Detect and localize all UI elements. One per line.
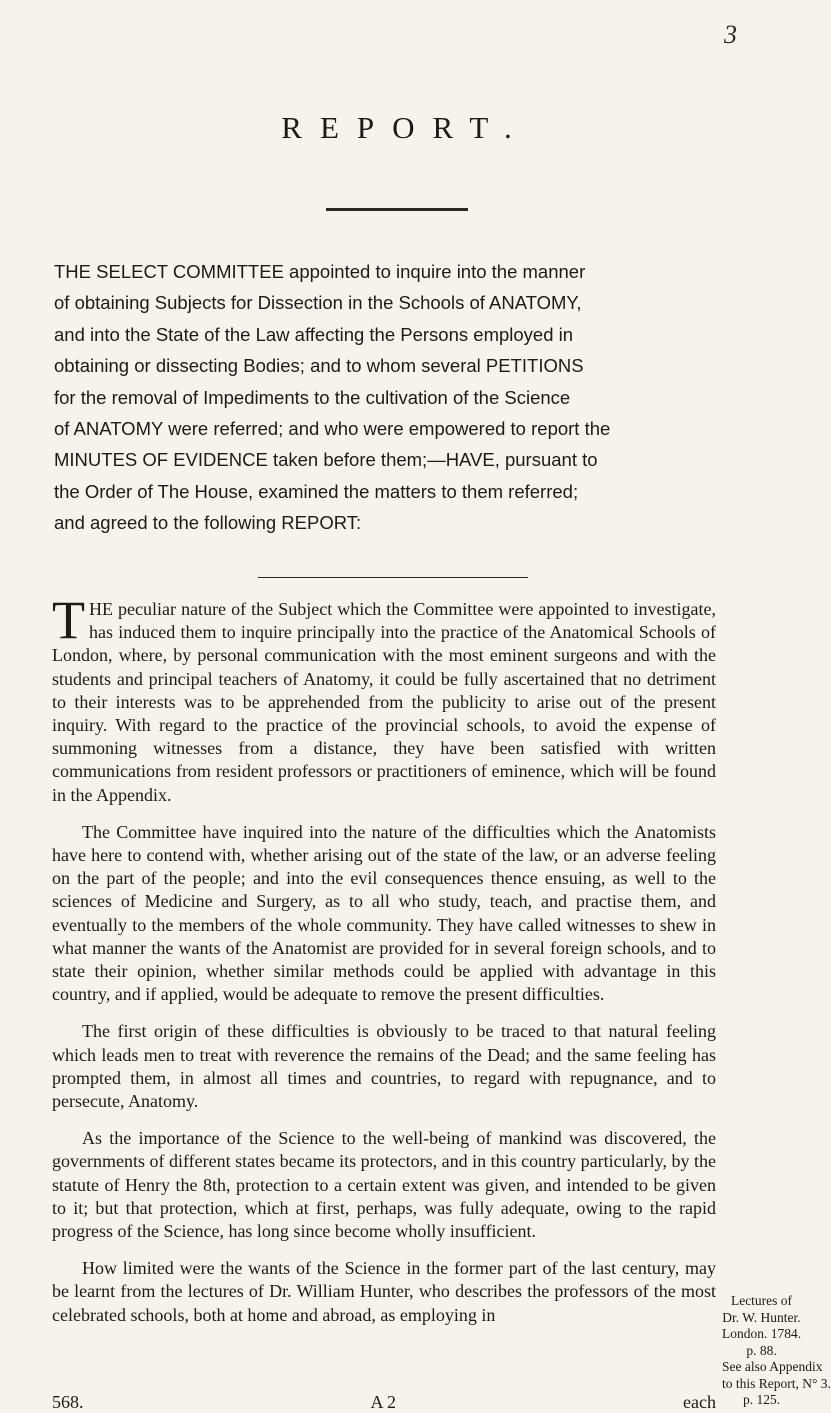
margin-note-line: Dr. W. Hunter. <box>722 1309 801 1325</box>
preamble-line: the Order of The House, examined the matters to them referred; <box>54 480 579 502</box>
preamble-line: MINUTES OF EVIDENCE taken before them;—HAVE, pursuant to <box>54 449 598 471</box>
page-footer <box>52 1392 716 1413</box>
margin-note-line: See also Appendix <box>722 1359 823 1374</box>
margin-note-line: to this Report, N° 3. <box>722 1375 831 1391</box>
margin-note <box>722 1293 831 1409</box>
margin-note-line: p. 88. <box>746 1342 777 1358</box>
preamble-line: for the removal of Impediments to the cultivation of the Science <box>54 386 571 408</box>
section-divider <box>258 577 528 578</box>
footer-left: 568. <box>52 1392 84 1412</box>
page-heading: REPORT. <box>281 110 530 145</box>
preamble-line: of obtaining Subjects for Dissection in the Schools of ANATOMY, <box>54 292 582 314</box>
paragraph: As the importance of the Science to the well-being of mankind was discovered, the governments of different states became its protectors, and in this country particularly, by the statute of Henry the 8th, protection to a certain extent was given, and intended to be given to it; but that protection, which at first, perhaps, was fully adequate, owing to the rapid progress of the Science, has long since become wholly insufficient. <box>52 1128 716 1242</box>
committee-preamble <box>54 256 714 539</box>
paragraph-text: HE peculiar nature of the Subject which the Committee were appointed to investigate, has induced them to inquire principally into the practice of the Anatomical Schools of London, where, by personal communication with the most eminent surgeons and with the students and principal teachers of Anatomy, it could be fully ascertained that no detriment to their interests was to be apprehended from the publicity to arise out of the present inquiry. With regard to the practice of the provincial schools, to avoid the expense of summoning witnesses from a distance, they have been satisfied with written communications from resident professors or practitioners of eminence, which will be found in the Appendix. <box>52 599 716 805</box>
paragraph <box>52 590 716 807</box>
margin-note-line: London. 1784. <box>722 1326 802 1341</box>
page-number: 3 <box>724 20 737 49</box>
report-body <box>52 590 716 1341</box>
drop-cap: T <box>52 590 85 650</box>
paragraph: How limited were the wants of the Science in the former part of the last century, may be learnt from the lectures of Dr. William Hunter, who describes the professors of the most celebrated schools, both at home and abroad, as employing in <box>52 1258 716 1325</box>
margin-note-line: Lectures of <box>730 1293 793 1308</box>
preamble-line: THE SELECT COMMITTEE appointed to inquire into the manner <box>54 261 586 282</box>
margin-note-line: p. 125. <box>742 1392 781 1407</box>
preamble-line: of ANATOMY were referred; and who were empowered to report the <box>54 418 611 440</box>
heading-rule <box>326 208 468 211</box>
catchword: each <box>683 1392 716 1412</box>
paragraph: The first origin of these difficulties is obviously to be traced to that natural feeling which leads men to treat with reverence the remains of the Dead; and the same feeling has prompted them, in almost all times and countries, to regard with repugnance, and to persecute, Anatomy. <box>52 1021 716 1112</box>
preamble-line: and into the State of the Law affecting the Persons employed in <box>54 323 574 345</box>
preamble-line: obtaining or dissecting Bodies; and to whom several PETITIONS <box>54 355 584 377</box>
paragraph: The Committee have inquired into the nature of the difficulties which the Anatomists have here to contend with, whether arising out of the state of the law, or an adverse feeling on the part of the people; and into the evil consequences thence ensuing, as well to the sciences of Medicine and Surgery, as to all who study, teach, and practise them, and eventually to the members of the whole community. They have called witnesses to shew in what manner the wants of the Anatomist are provided for in several foreign schools, and to state their opinion, whether similar methods could be applied with advantage in this country, and if applied, would be adequate to remove the present difficulties. <box>52 821 716 1005</box>
preamble-line: and agreed to the following REPORT: <box>54 512 362 534</box>
signature-mark: A 2 <box>370 1392 397 1412</box>
